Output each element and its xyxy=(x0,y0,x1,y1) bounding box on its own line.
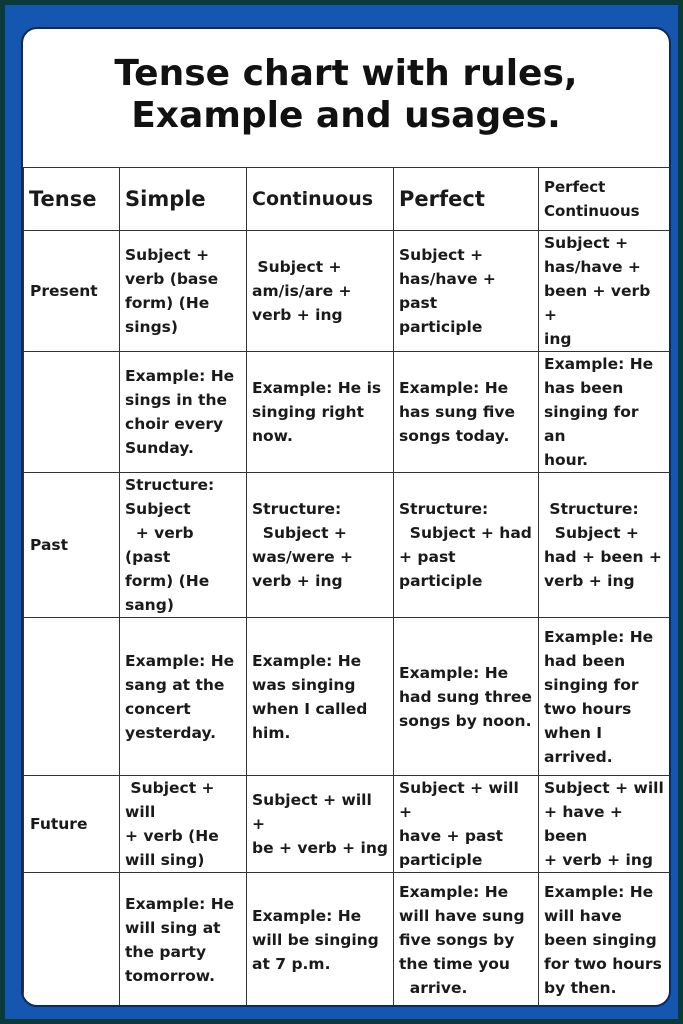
cell-perfect: Subject + will + have + past participle xyxy=(394,776,539,873)
row-tense-label: Past xyxy=(24,473,120,618)
header-tense: Tense xyxy=(24,168,120,231)
cell-continuous: Structure: Subject + was/were + verb + ing xyxy=(247,473,394,618)
cell-simple: Structure: Subject + verb (past form) (He sang) xyxy=(120,473,247,618)
cell-continuous: Example: He will be singing at 7 p.m. xyxy=(247,873,394,1007)
cell-perfect: Example: He has sung five songs today. xyxy=(394,352,539,473)
header-perfect: Perfect xyxy=(394,168,539,231)
cell-perfect-continuous: Structure: Subject + had + been + verb + ing xyxy=(539,473,670,618)
cell-continuous: Example: He is singing right now. xyxy=(247,352,394,473)
chart-card xyxy=(21,27,671,1007)
table-row xyxy=(24,873,670,1007)
row-tense-label: Present xyxy=(24,231,120,352)
page-title: Tense chart with rules, Example and usages. xyxy=(114,53,578,136)
table-row xyxy=(24,618,670,776)
row-tense-label: Future xyxy=(24,776,120,873)
table-row xyxy=(24,473,670,618)
cell-perfect: Example: He will have sung five songs by the time you arrive. xyxy=(394,873,539,1007)
cell-perfect-continuous: Example: He has been singing for an hour. xyxy=(539,352,670,473)
cell-perfect: Example: He had sung three songs by noon. xyxy=(394,618,539,776)
cell-simple: Example: He sings in the choir every Sunday. xyxy=(120,352,247,473)
table-row xyxy=(24,352,670,473)
row-tense-label xyxy=(24,618,120,776)
header-simple: Simple xyxy=(120,168,247,231)
row-tense-label xyxy=(24,352,120,473)
tense-table xyxy=(23,167,670,1007)
cell-perfect: Structure: Subject + had + past participle xyxy=(394,473,539,618)
cell-perfect-continuous: Subject + has/have + been + verb + ing xyxy=(539,231,670,352)
cell-simple: Example: He will sing at the party tomorrow. xyxy=(120,873,247,1007)
table-header-row xyxy=(24,168,670,231)
cell-continuous: Example: He was singing when I called him. xyxy=(247,618,394,776)
cell-perfect-continuous: Example: He had been singing for two hours when I arrived. xyxy=(539,618,670,776)
table-row xyxy=(24,231,670,352)
page-border xyxy=(5,5,678,1019)
header-continuous: Continuous xyxy=(247,168,394,231)
cell-simple: Subject + will + verb (He will sing) xyxy=(120,776,247,873)
cell-perfect: Subject + has/have + past participle xyxy=(394,231,539,352)
cell-perfect-continuous: Example: He will have been singing for two hours by then. xyxy=(539,873,670,1007)
row-tense-label xyxy=(24,873,120,1007)
cell-continuous: Subject + will + be + verb + ing xyxy=(247,776,394,873)
cell-continuous: Subject + am/is/are + verb + ing xyxy=(247,231,394,352)
cell-perfect-continuous: Subject + will + have + been + verb + ing xyxy=(539,776,670,873)
header-perfect-continuous: Perfect Continuous xyxy=(539,168,670,231)
table-row xyxy=(24,776,670,873)
cell-simple: Example: He sang at the concert yesterday. xyxy=(120,618,247,776)
cell-simple: Subject + verb (base form) (He sings) xyxy=(120,231,247,352)
